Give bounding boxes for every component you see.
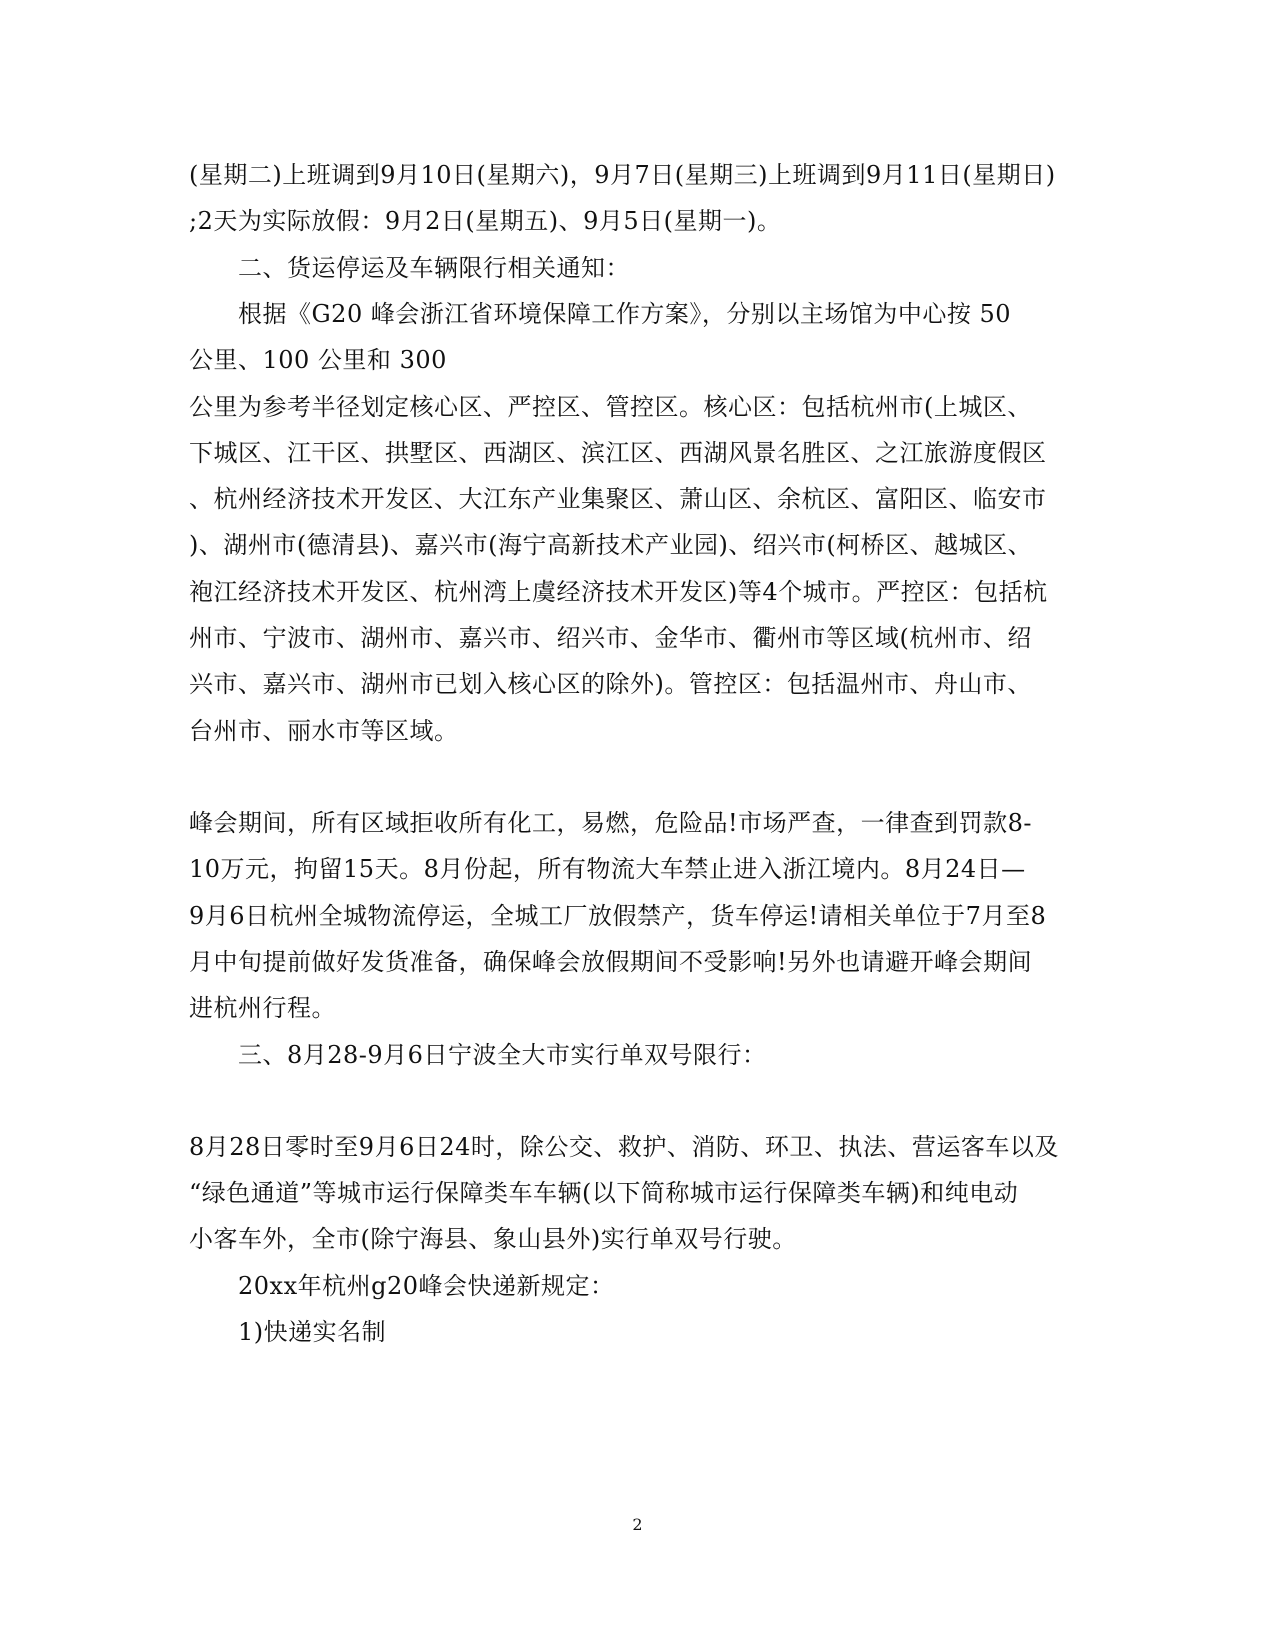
- text-line: 月中旬提前做好发货准备，确保峰会放假期间不受影响!另外也请避开峰会期间: [189, 948, 1033, 976]
- text-line: 公里为参考半径划定核心区、严控区、管控区。核心区：包括杭州市(上城区、: [189, 393, 1032, 421]
- page-number: 2: [632, 1515, 643, 1534]
- text-line: 台州市、丽水市等区域。: [189, 717, 459, 745]
- text-line: (星期二)上班调到9月10日(星期六)，9月7日(星期三)上班调到9月11日(星期日): [189, 161, 1056, 189]
- text-line: 下城区、江干区、拱墅区、西湖区、滨江区、西湖风景名胜区、之江旅游度假区: [189, 439, 1047, 467]
- text-line: 峰会期间，所有区域拒收所有化工，易燃，危险品!市场严查，一律查到罚款8-: [189, 809, 1033, 837]
- text-line: 8月28日零时至9月6日24时，除公交、救护、消防、环卫、执法、营运客车以及: [189, 1133, 1059, 1161]
- section-heading: 三、8月28-9月6日宁波全大市实行单双号限行：: [238, 1041, 767, 1069]
- text-line: 袍江经济技术开发区、杭州湾上虞经济技术开发区)等4个城市。严控区：包括杭: [189, 578, 1048, 606]
- section-heading: 二、货运停运及车辆限行相关通知：: [238, 254, 630, 282]
- text-line: 进杭州行程。: [189, 994, 336, 1022]
- text-line: 10万元，拘留15天。8月份起，所有物流大车禁止进入浙江境内。8月24日—: [189, 855, 1026, 883]
- text-line: 、杭州经济技术开发区、大江东产业集聚区、萧山区、余杭区、富阳区、临安市: [189, 485, 1047, 513]
- text-line: 20xx年杭州g20峰会快递新规定：: [238, 1272, 615, 1300]
- text-line: ;2天为实际放假：9月2日(星期五)、9月5日(星期一)。: [189, 207, 782, 235]
- text-line: )、湖州市(德清县)、嘉兴市(海宁高新技术产业园)、绍兴市(柯桥区、越城区、: [189, 531, 1033, 559]
- list-item: 1)快递实名制: [238, 1318, 387, 1346]
- text-line: 小客车外，全市(除宁海县、象山县外)实行单双号行驶。: [189, 1225, 797, 1253]
- text-line: 9月6日杭州全城物流停运，全城工厂放假禁产，货车停运!请相关单位于7月至8: [189, 902, 1047, 930]
- text-line: 兴市、嘉兴市、湖州市已划入核心区的除外)。管控区：包括温州市、舟山市、: [189, 670, 1032, 698]
- text-line: “绿色通道”等城市运行保障类车车辆(以下简称城市运行保障类车辆)和纯电动: [189, 1179, 1019, 1207]
- text-line: 州市、宁波市、湖州市、嘉兴市、绍兴市、金华市、衢州市等区域(杭州市、绍: [189, 624, 1032, 652]
- text-line: 公里、100 公里和 300: [189, 346, 447, 374]
- text-line: 根据《G20 峰会浙江省环境保障工作方案》，分别以主场馆为中心按 50: [238, 300, 1012, 328]
